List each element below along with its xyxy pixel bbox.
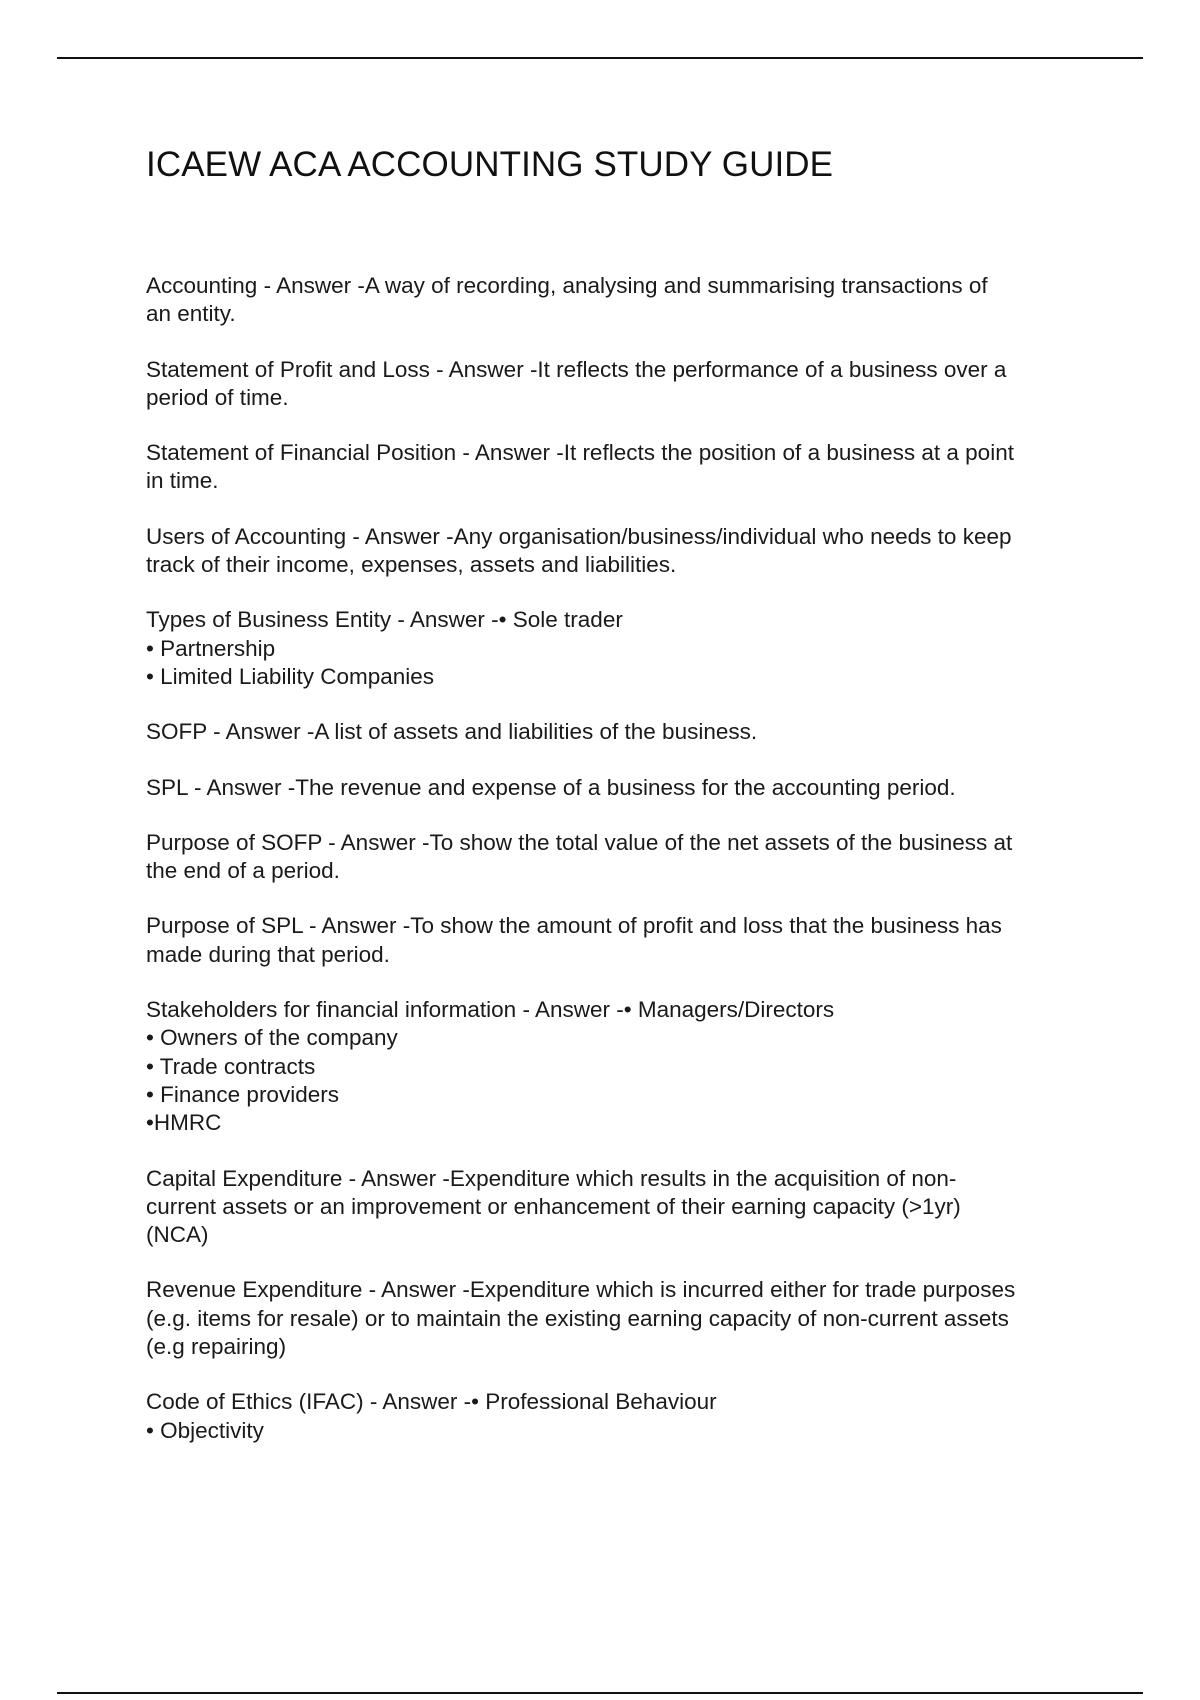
entry-item xyxy=(146,718,1096,746)
entry-line: made during that period. xyxy=(146,941,390,967)
entry-line: SOFP - Answer -A list of assets and liabilities of the business. xyxy=(146,719,758,745)
entry-line: • Partnership xyxy=(146,635,276,661)
entry-line: (NCA) xyxy=(146,1222,209,1248)
entry-line: an entity. xyxy=(146,301,236,327)
entry-line: SPL - Answer -The revenue and expense of a business for the accounting period. xyxy=(146,774,956,800)
entry-item xyxy=(146,1165,1096,1250)
entry-line: period of time. xyxy=(146,384,289,410)
entry-line: the end of a period. xyxy=(146,858,340,884)
entry-line: Code of Ethics (IFAC) - Answer -• Professional Behaviour xyxy=(146,1389,717,1415)
entry-line: Users of Accounting - Answer -Any organisation/business/individual who needs to keep xyxy=(146,523,1012,549)
header-rule xyxy=(57,57,1143,59)
entry-item xyxy=(146,606,1096,691)
entry-list xyxy=(146,272,1096,1472)
page-title: ICAEW ACA ACCOUNTING STUDY GUIDE xyxy=(146,145,834,184)
entry-line: Statement of Profit and Loss - Answer -It reflects the performance of a business over a xyxy=(146,356,1007,382)
entry-line: Types of Business Entity - Answer -• Sole trader xyxy=(146,607,623,633)
entry-line: Purpose of SPL - Answer -To show the amount of profit and loss that the business has xyxy=(146,913,1002,939)
entry-line: Statement of Financial Position - Answer -It reflects the position of a business at a point xyxy=(146,440,1014,466)
entry-line: • Trade contracts xyxy=(146,1053,316,1079)
entry-line: Capital Expenditure - Answer -Expenditure which results in the acquisition of non- xyxy=(146,1165,957,1191)
entry-item xyxy=(146,439,1096,496)
entry-item xyxy=(146,912,1096,969)
entry-item xyxy=(146,523,1096,580)
entry-item xyxy=(146,829,1096,886)
footer-rule xyxy=(57,1692,1143,1694)
entry-item xyxy=(146,996,1096,1137)
entry-item xyxy=(146,356,1096,413)
entry-line: • Owners of the company xyxy=(146,1025,398,1051)
entry-line: Purpose of SOFP - Answer -To show the total value of the net assets of the business at xyxy=(146,829,1013,855)
entry-line: Accounting - Answer -A way of recording, analysing and summarising transactions of xyxy=(146,273,988,298)
entry-item xyxy=(146,774,1096,802)
entry-line: (e.g. items for resale) or to maintain the existing earning capacity of non-current assets xyxy=(146,1305,1009,1331)
entry-line: Revenue Expenditure - Answer -Expenditure which is incurred either for trade purposes xyxy=(146,1277,1016,1303)
entry-line: (e.g repairing) xyxy=(146,1334,287,1360)
entry-line: current assets or an improvement or enhancement of their earning capacity (>1yr) xyxy=(146,1193,961,1219)
entry-line: in time. xyxy=(146,468,219,494)
entry-line: • Finance providers xyxy=(146,1081,339,1107)
entry-item xyxy=(146,1276,1096,1361)
entry-line: Stakeholders for financial information - Answer -• Managers/Directors xyxy=(146,997,835,1023)
entry-line: • Objectivity xyxy=(146,1417,264,1443)
entry-line: track of their income, expenses, assets and liabilities. xyxy=(146,552,677,578)
entry-item xyxy=(146,272,1096,329)
entry-line: •HMRC xyxy=(146,1110,222,1136)
entry-line: • Limited Liability Companies xyxy=(146,663,435,689)
entry-item xyxy=(146,1388,1096,1445)
